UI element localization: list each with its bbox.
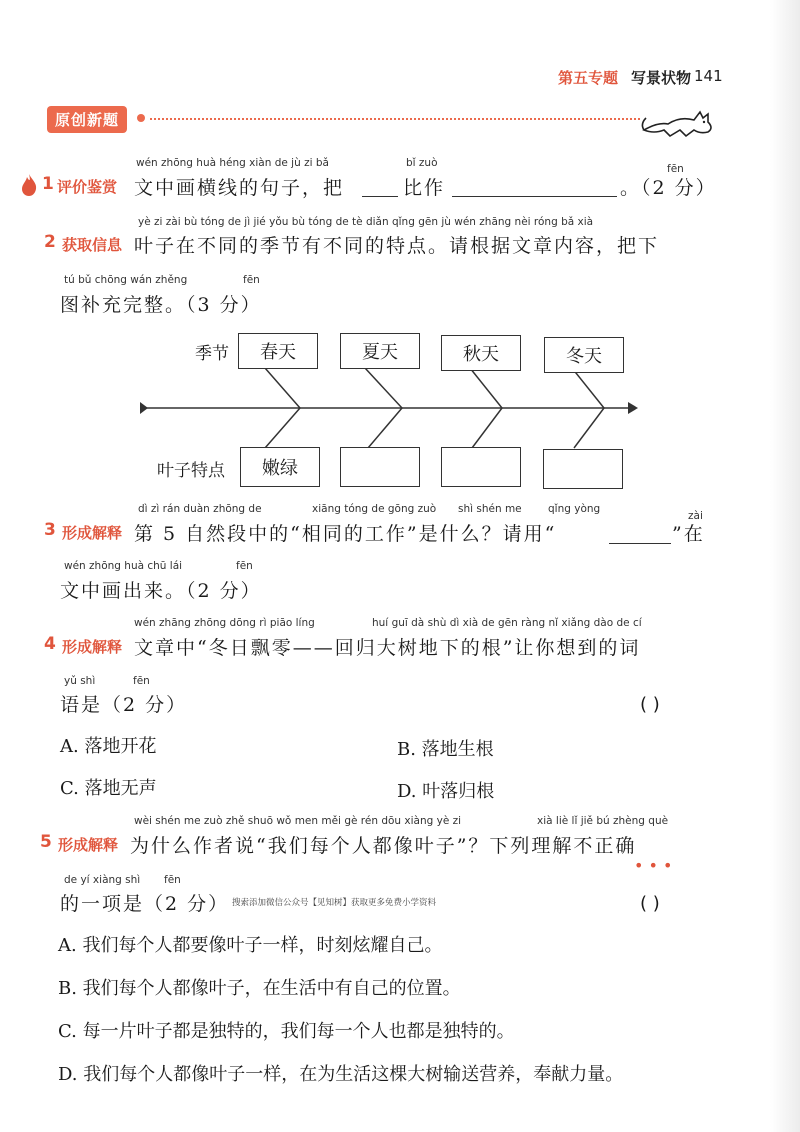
row-label-feature: 叶子特点 bbox=[157, 461, 225, 481]
q4-option-d[interactable]: D. 叶落归根 bbox=[397, 781, 495, 802]
q4-line-1: 文章中“冬日飘零——回归大树地下的根”让你想到的词 bbox=[134, 637, 641, 659]
q3-pinyin-1b: xiāng tóng de gōng zuò bbox=[312, 503, 437, 515]
feature-box-winter[interactable] bbox=[543, 449, 623, 489]
q2-type: 获取信息 bbox=[62, 236, 123, 254]
q4-type: 形成解释 bbox=[62, 638, 123, 656]
q4-pinyin-1a: wén zhāng zhōng dōng rì piāo líng bbox=[134, 617, 315, 629]
q3-pinyin-1d: qǐng yòng bbox=[548, 503, 601, 515]
q1-pinyin-a: wén zhōng huà héng xiàn de jù zi bǎ bbox=[136, 157, 329, 169]
q4-pinyin-2b: fēn bbox=[133, 675, 150, 687]
chapter-label: 第五专题 bbox=[558, 69, 619, 87]
season-box-autumn: 秋天 bbox=[441, 335, 521, 371]
q4-line-2: 语是（2 分） bbox=[60, 694, 188, 716]
q4-option-a[interactable]: A. 落地开花 bbox=[60, 736, 157, 757]
section-badge: 原创新题 bbox=[47, 106, 127, 133]
row-label-season: 季节 bbox=[195, 344, 229, 364]
q5-emphasis-dots: • • • bbox=[634, 856, 673, 875]
q2-number: 2 bbox=[44, 232, 56, 252]
q1-blank-2[interactable] bbox=[452, 178, 617, 197]
q1-number: 1 bbox=[42, 174, 54, 194]
q5-option-d[interactable]: D. 我们每个人都像叶子一样，在为生活这棵大树输送营养，奉献力量。 bbox=[58, 1064, 624, 1085]
q3-pinyin-1e: zài bbox=[688, 510, 703, 522]
q5-pinyin-1a: wèi shén me zuò zhě shuō wǒ men měi gè rén dōu xiàng yè zi bbox=[134, 815, 462, 827]
q2-line-1: 叶子在不同的季节有不同的特点。请根据文章内容，把下 bbox=[134, 235, 660, 257]
q1-pinyin-c: fēn bbox=[667, 163, 684, 175]
q5-line-2: 的一项是（2 分） bbox=[60, 893, 230, 915]
q3-pinyin-1c: shì shén me bbox=[458, 503, 522, 515]
feature-box-summer[interactable] bbox=[340, 447, 420, 487]
badge-dot bbox=[137, 114, 145, 122]
q3-pinyin-2b: fēn bbox=[236, 560, 253, 572]
q5-pinyin-2a: de yí xiàng shì bbox=[64, 874, 141, 886]
q1-text-c: 。（2 分） bbox=[620, 177, 717, 199]
q3-pinyin-1a: dì zì rán duàn zhōng de bbox=[138, 503, 262, 515]
q1-blank-1[interactable] bbox=[362, 178, 398, 197]
q3-pinyin-2a: wén zhōng huà chū lái bbox=[64, 560, 183, 572]
feature-box-autumn[interactable] bbox=[441, 447, 521, 487]
q2-pinyin-2a: tú bǔ chōng wán zhěng bbox=[64, 274, 188, 286]
q5-option-c[interactable]: C. 每一片叶子都是独特的，我们每一个人也都是独特的。 bbox=[58, 1021, 515, 1042]
q4-option-b[interactable]: B. 落地生根 bbox=[397, 739, 494, 760]
q3-type: 形成解释 bbox=[62, 524, 123, 542]
q5-line-1: 为什么作者说“我们每个人都像叶子”？下列理解不正确 bbox=[130, 835, 637, 857]
season-box-spring: 春天 bbox=[238, 333, 318, 369]
q4-answer-paren[interactable]: ( ) bbox=[640, 694, 660, 715]
page-edge bbox=[770, 0, 800, 1132]
season-box-summer: 夏天 bbox=[340, 333, 420, 369]
q2-pinyin-1: yè zi zài bù tóng de jì jié yǒu bù tóng de tè diǎn qǐng gēn jù wén zhāng nèi róng bǎ xià bbox=[138, 216, 594, 228]
q5-option-a[interactable]: A. 我们每个人都要像叶子一样，时刻炫耀自己。 bbox=[58, 935, 443, 956]
chapter-title: 写景状物 bbox=[631, 69, 692, 87]
q1-type: 评价鉴赏 bbox=[57, 178, 118, 196]
q1-text-b: 比作 bbox=[403, 177, 446, 199]
q5-option-b[interactable]: B. 我们每个人都像叶子，在生活中有自己的位置。 bbox=[58, 978, 461, 999]
q1-text-a: 文中画横线的句子，把 bbox=[134, 177, 345, 199]
flame-icon bbox=[20, 173, 38, 197]
q5-watermark-note: 搜索添加微信公众号【见知树】获取更多免费小学资料 bbox=[232, 898, 437, 908]
q5-number: 5 bbox=[40, 832, 52, 852]
feature-box-spring: 嫩绿 bbox=[240, 447, 320, 487]
q2-line-2: 图补充完整。（3 分） bbox=[60, 294, 262, 316]
q4-number: 4 bbox=[44, 634, 56, 654]
q4-option-c[interactable]: C. 落地无声 bbox=[60, 778, 157, 799]
q5-pinyin-2b: fēn bbox=[164, 874, 181, 886]
season-box-winter: 冬天 bbox=[544, 337, 624, 373]
q5-answer-paren[interactable]: ( ) bbox=[640, 893, 660, 914]
q3-line-1a: 第 5 自然段中的“相同的工作”是什么？请用“ bbox=[134, 523, 557, 545]
q1-pinyin-b: bǐ zuò bbox=[406, 157, 438, 169]
q3-blank[interactable] bbox=[609, 525, 671, 544]
q3-line-1b: ”在 bbox=[672, 523, 705, 545]
q5-pinyin-1b: xià liè lǐ jiě bú zhèng què bbox=[537, 815, 669, 827]
page-number: 141 bbox=[694, 67, 723, 85]
q5-type: 形成解释 bbox=[58, 836, 119, 854]
q3-line-2: 文中画出来。（2 分） bbox=[60, 580, 262, 602]
q3-number: 3 bbox=[44, 520, 56, 540]
cat-icon bbox=[640, 100, 720, 144]
q4-pinyin-2a: yǔ shì bbox=[64, 675, 96, 687]
dotted-rule bbox=[150, 118, 640, 120]
q4-pinyin-1b: huí guī dà shù dì xià de gēn ràng nǐ xiǎng dào de cí bbox=[372, 617, 642, 629]
q2-pinyin-2b: fēn bbox=[243, 274, 260, 286]
